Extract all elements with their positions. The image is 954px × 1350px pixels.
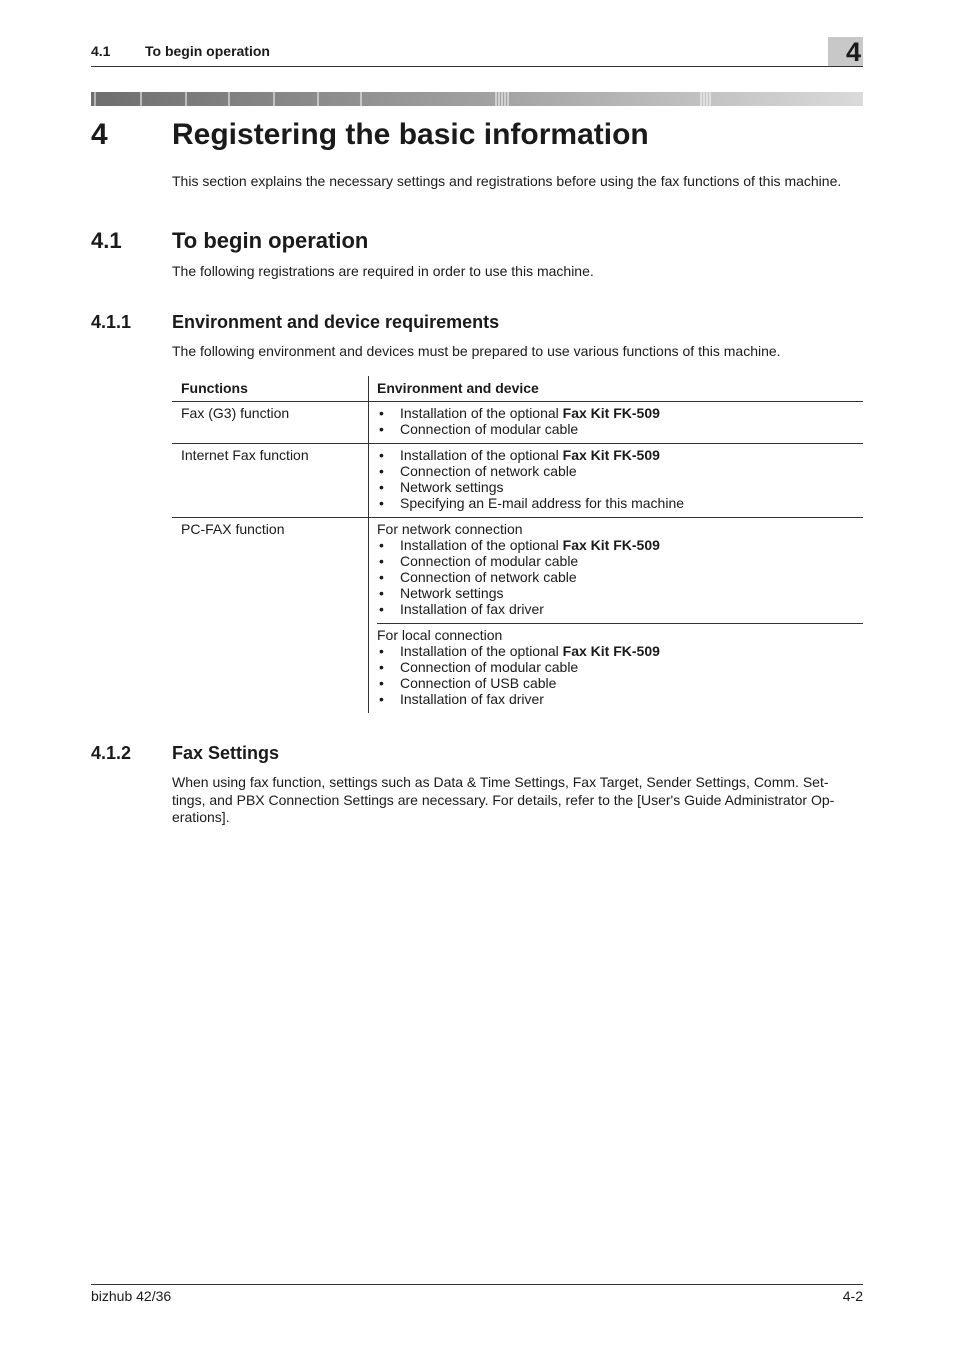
- text-line: When using fax function, settings such as Data & Time Settings, Fax Target, Sender Settings, Comm. Set-: [172, 774, 829, 790]
- footer-page-number: 4-2: [842, 1288, 863, 1304]
- header-section-number: 4.1: [91, 43, 111, 59]
- footer-product: bizhub 42/36: [91, 1288, 172, 1304]
- kit-name: Fax Kit FK-509: [562, 447, 660, 463]
- list-item: • Network settings: [377, 585, 863, 601]
- kit-name: Fax Kit FK-509: [562, 537, 660, 553]
- kit-name: Fax Kit FK-509: [562, 643, 660, 659]
- local-connection-block: [369, 624, 863, 713]
- subsection-number: 4.1.2: [91, 743, 132, 763]
- kit-name: Fax Kit FK-509: [562, 405, 660, 421]
- chapter-tab-number: 4: [845, 37, 861, 67]
- list-item: • Installation of the optional Fax Kit FK-509: [377, 537, 863, 553]
- list-item: • Connection of modular cable: [377, 421, 863, 437]
- table-cell-function: Fax (G3) function: [181, 405, 290, 421]
- table-row: [172, 402, 863, 444]
- table-cell-requirements: [368, 444, 863, 517]
- section-title: To begin operation: [172, 228, 369, 253]
- list-item: • Connection of network cable: [377, 569, 863, 585]
- list-item: • Connection of USB cable: [377, 675, 863, 691]
- subsection-title: Environment and device requirements: [172, 312, 500, 332]
- text-line: erations].: [172, 809, 230, 825]
- table-cell-requirements: [368, 518, 863, 713]
- text-line: tings, and PBX Connection Settings are necessary. For details, refer to the [User's Guide Administrator Op-: [172, 791, 835, 808]
- section-number: 4.1: [91, 228, 122, 253]
- list-item: • Specifying an E-mail address for this machine: [377, 495, 863, 511]
- table-row: [172, 444, 863, 518]
- network-caption: For network connection: [377, 521, 523, 537]
- chapter-tab: [828, 37, 863, 66]
- subsection-number: 4.1.1: [91, 312, 132, 332]
- running-header: [91, 40, 863, 67]
- table-row: [172, 518, 863, 713]
- subsection-title: Fax Settings: [172, 743, 280, 763]
- list-item: • Installation of the optional Fax Kit FK-509: [377, 405, 863, 421]
- page-footer: [91, 1284, 863, 1304]
- list-item: • Installation of fax driver: [377, 691, 863, 707]
- list-item: • Connection of modular cable: [377, 553, 863, 569]
- table-header-environment: Environment and device: [368, 376, 863, 401]
- header-section-title: To begin operation: [145, 43, 270, 59]
- list-item: • Connection of modular cable: [377, 659, 863, 675]
- subsection-text: The following environment and devices must be prepared to use various functions of this machine.: [172, 343, 781, 359]
- table-header-functions: Functions: [181, 380, 248, 396]
- fax-settings-text: [172, 774, 863, 827]
- table-cell-requirements: [368, 402, 863, 443]
- table-cell-function: Internet Fax function: [181, 447, 309, 463]
- list-item: • Installation of the optional Fax Kit FK-509: [377, 643, 863, 659]
- table-header-row: [172, 376, 863, 402]
- requirements-table: [172, 376, 863, 713]
- list-item: • Installation of the optional Fax Kit FK-509: [377, 447, 863, 463]
- list-item: • Installation of fax driver: [377, 601, 863, 617]
- table-cell-function: PC-FAX function: [181, 521, 285, 537]
- chapter-intro: This section explains the necessary settings and registrations before using the fax functions of this machine.: [172, 173, 842, 189]
- local-caption: For local connection: [377, 627, 503, 643]
- network-connection-block: [377, 521, 863, 624]
- section-text: The following registrations are required in order to use this machine.: [172, 263, 594, 279]
- list-item: • Network settings: [377, 479, 863, 495]
- decorative-band: [91, 92, 863, 106]
- list-item: • Connection of network cable: [377, 463, 863, 479]
- chapter-number: 4: [91, 118, 108, 151]
- chapter-title: Registering the basic information: [172, 118, 649, 151]
